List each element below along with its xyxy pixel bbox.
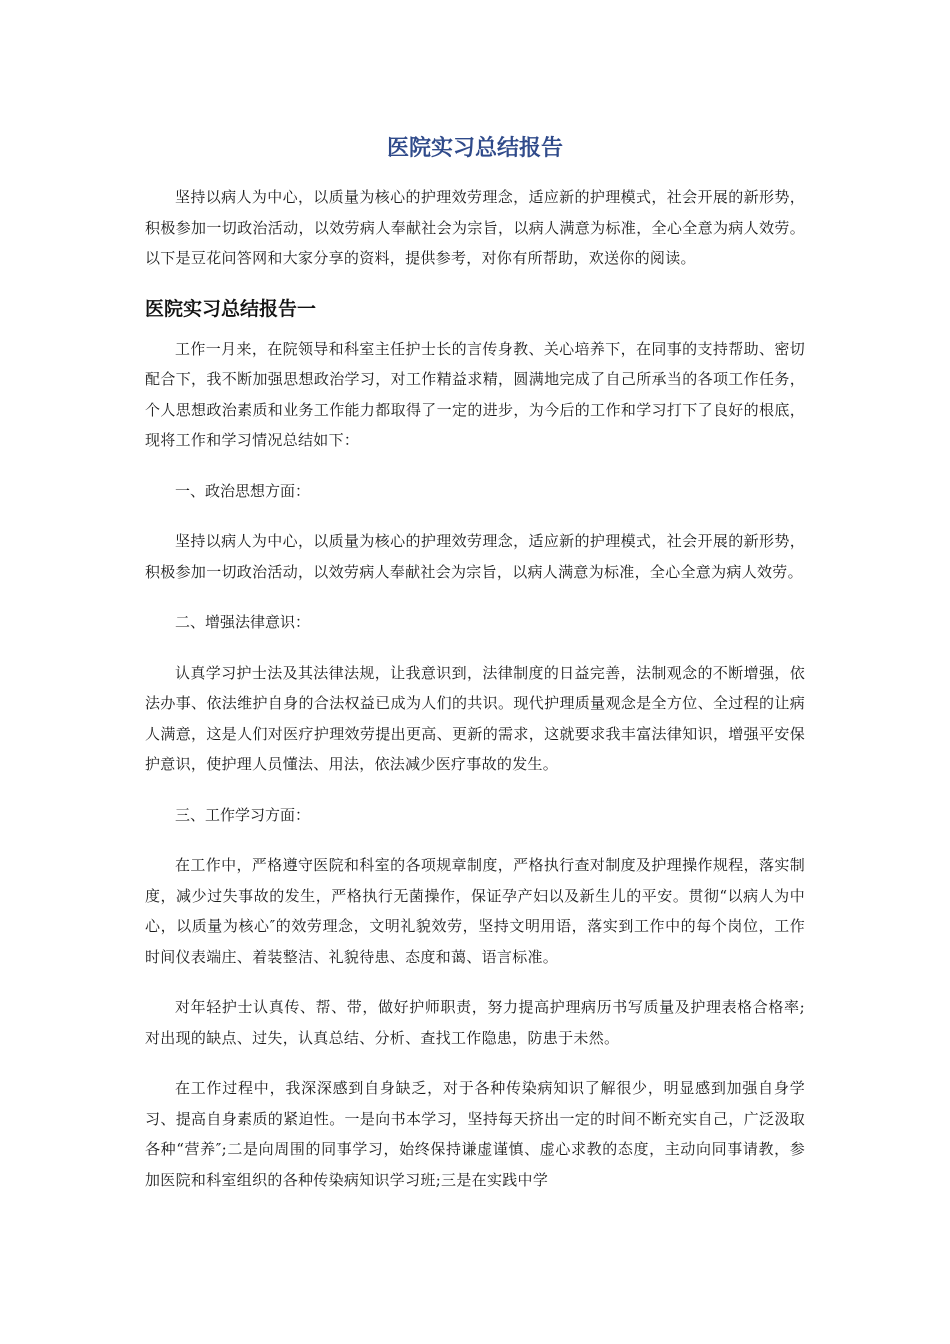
intro-paragraph: 坚持以病人为中心，以质量为核心的护理效劳理念，适应新的护理模式，社会开展的新形势，积极参加一切政治活动，以效劳病人奉献社会为宗旨，以病人满意为标准，全心全意为病人效劳。以下是豆花问答网和大家分享的资料，提供参考，对你有所帮助，欢送你的阅读。 (145, 188, 805, 267)
subheading-law: 二、增强法律意识： (175, 613, 311, 631)
subheading-politics: 一、政治思想方面： (175, 481, 311, 500)
body-paragraph: 对年轻护士认真传、帮、带，做好护师职责，努力提高护理病历书写质量及护理表格合格率;对出现的缺点、过失，认真总结、分析、查找工作隐患，防患于未然。 (145, 998, 805, 1047)
body-paragraph: 工作一月来，在院领导和科室主任护士长的言传身教、关心培养下，在同事的支持帮助、密切配合下，我不断加强思想政治学习，对工作精益求精，圆满地完成了自己所承当的各项工作任务，个人思想政治素质和业务工作能力都取得了一定的进步，为今后的工作和学习打下了良好的根底，现将工作和学习情况总结如下： (145, 339, 805, 449)
body-paragraph: 在工作中，严格遵守医院和科室的各项规章制度，严格执行查对制度及护理操作规程，落实制度，减少过失事故的发生，严格执行无菌操作，保证孕产妇以及新生儿的平安。贯彻“以病人为中心，以质量为核心″的效劳理念，文明礼貌效劳，坚持文明用语，落实到工作中的每个岗位，工作时间仪表端庄、着装整洁、礼貌待患、态度和蔼、语言标准。 (145, 856, 805, 966)
document-body (145, 182, 805, 1215)
document-title: 医院实习总结报告 (386, 136, 563, 161)
body-paragraph: 认真学习护士法及其法律法规，让我意识到，法律制度的日益完善，法制观念的不断增强，依法办事、依法维护自身的合法权益已成为人们的共识。现代护理质量观念是全方位、全过程的让病人满意，这是人们对医疗护理效劳提出更高、更新的需求，这就要求我丰富法律知识，增强平安保护意识，使护理人员懂法、用法，依法减少医疗事故的发生。 (145, 663, 805, 773)
section-heading: 医院实习总结报告一 (145, 297, 317, 320)
subheading-work-study: 三、工作学习方面： (175, 805, 311, 824)
body-paragraph: 坚持以病人为中心，以质量为核心的护理效劳理念，适应新的护理模式，社会开展的新形势，积极参加一切政治活动，以效劳病人奉献社会为宗旨，以病人满意为标准，全心全意为病人效劳。 (145, 532, 805, 581)
body-paragraph: 在工作过程中，我深深感到自身缺乏，对于各种传染病知识了解很少，明显感到加强自身学习、提高自身素质的紧迫性。一是向书本学习，坚持每天挤出一定的时间不断充实自己，广泛汲取各种“营养″;二是向周围的同事学习，始终保持谦虚谨慎、虚心求教的态度，主动向同事请教，参加医院和科室组织的各种传染病知识学习班;三是在实践中学 (145, 1079, 805, 1189)
